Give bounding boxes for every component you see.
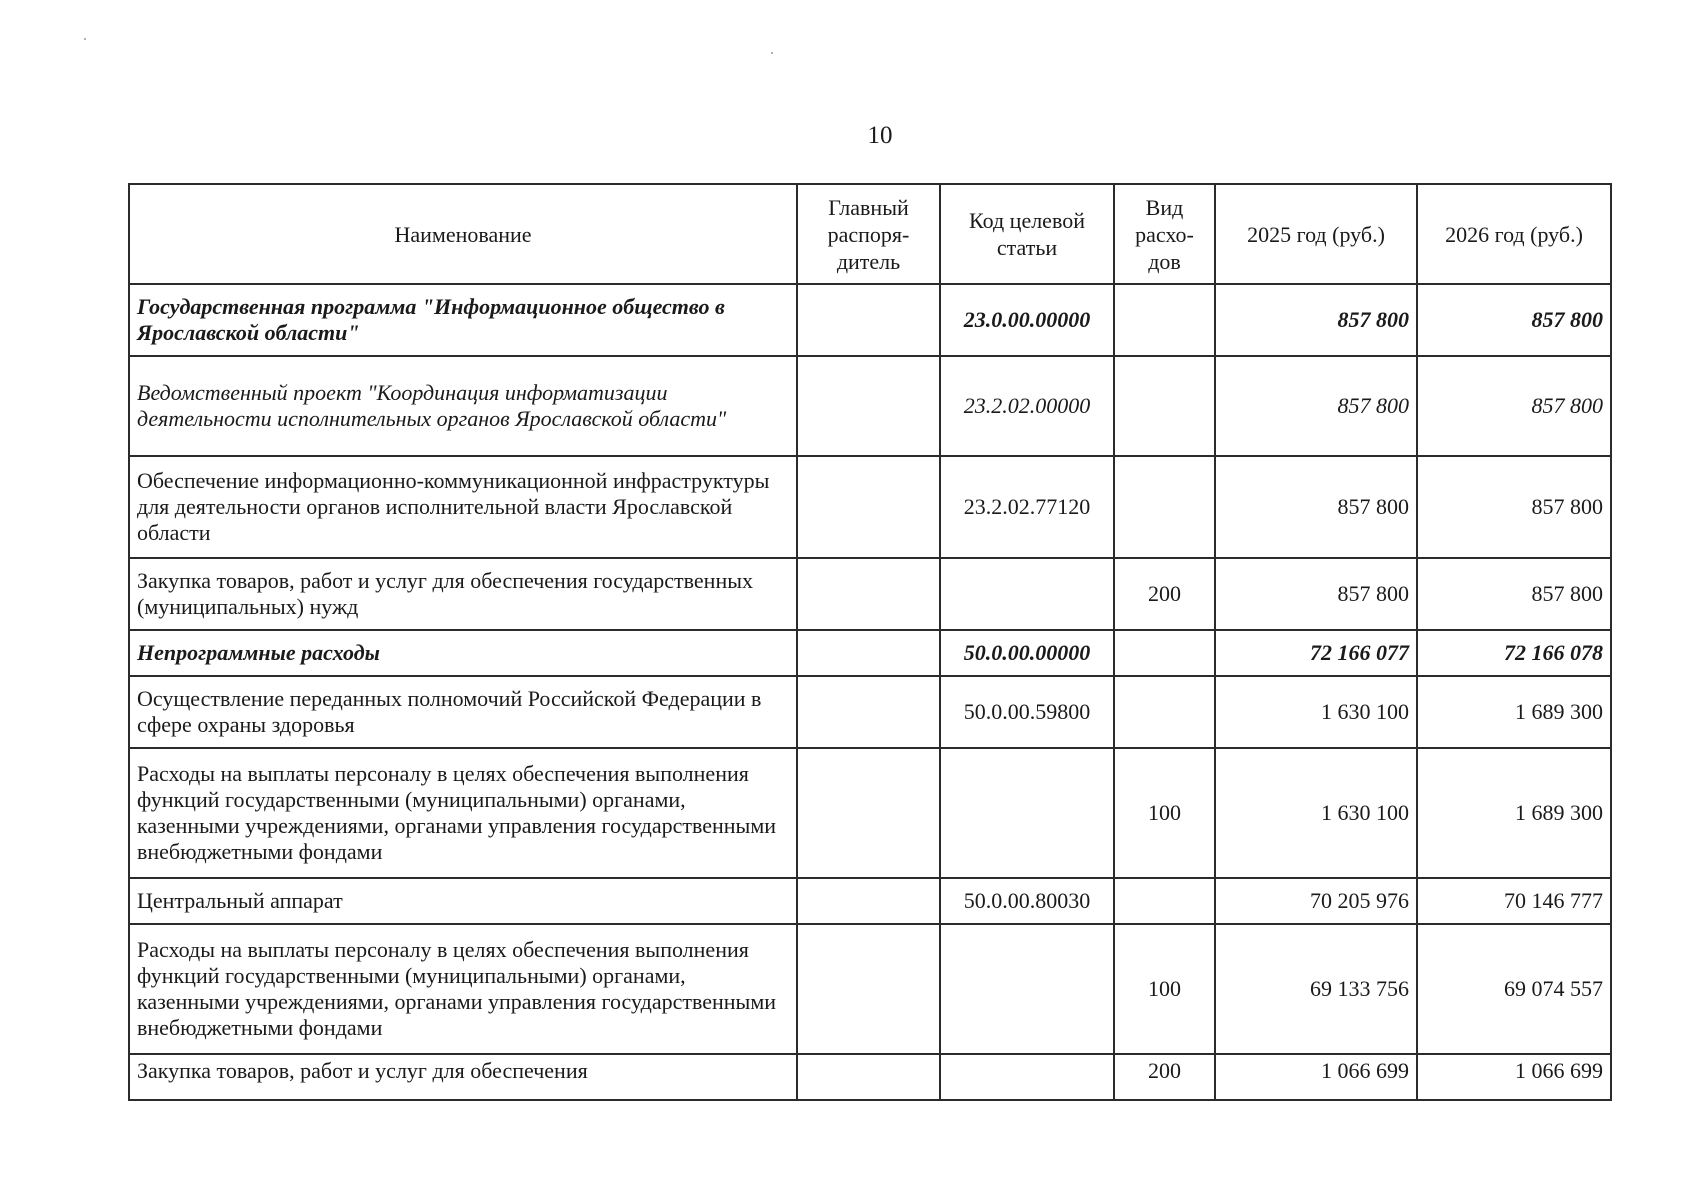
row-target-code [940,558,1114,630]
row-name: Государственная программа "Информационное общество в Ярославской области" [129,284,797,356]
header-manager: Главный распоря-дитель [797,184,940,284]
row-target-code [940,748,1114,878]
row-manager [797,356,940,456]
row-year-2026: 857 800 [1417,356,1611,456]
row-expense-type [1114,630,1215,676]
row-manager [797,924,940,1054]
row-target-code: 23.2.02.77120 [940,456,1114,558]
header-expense-type: Вид расхо-дов [1114,184,1215,284]
row-year-2026: 1 066 699 [1417,1054,1611,1100]
row-name: Осуществление переданных полномочий Российской Федерации в сфере охраны здоровья [129,676,797,748]
row-manager [797,1054,940,1100]
row-expense-type: 100 [1114,924,1215,1054]
row-year-2025: 69 133 756 [1215,924,1417,1054]
row-expense-type: 200 [1114,1054,1215,1100]
row-year-2026: 1 689 300 [1417,748,1611,878]
scan-speck [771,52,773,54]
row-expense-type [1114,456,1215,558]
row-year-2025: 70 205 976 [1215,878,1417,924]
row-target-code [940,1054,1114,1100]
row-year-2026: 69 074 557 [1417,924,1611,1054]
row-year-2025: 857 800 [1215,558,1417,630]
row-year-2026: 857 800 [1417,284,1611,356]
row-year-2025: 1 066 699 [1215,1054,1417,1100]
row-year-2025: 857 800 [1215,356,1417,456]
row-manager [797,676,940,748]
row-year-2026: 857 800 [1417,558,1611,630]
row-expense-type [1114,878,1215,924]
row-name: Ведомственный проект "Координация информатизации деятельности исполнительных органов Ярославской области" [129,356,797,456]
row-expense-type [1114,676,1215,748]
row-expense-type: 100 [1114,748,1215,878]
row-year-2025: 1 630 100 [1215,748,1417,878]
table-row [129,456,1611,558]
row-manager [797,558,940,630]
row-target-code [940,924,1114,1054]
row-year-2026: 857 800 [1417,456,1611,558]
table-row [129,878,1611,924]
row-target-code: 50.0.00.00000 [940,630,1114,676]
row-expense-type: 200 [1114,558,1215,630]
table-row [129,748,1611,878]
page-number: 10 [867,122,893,149]
header-name: Наименование [129,184,797,284]
table-row [129,356,1611,456]
row-manager [797,456,940,558]
row-name: Расходы на выплаты персоналу в целях обеспечения выполнения функций государственными (муниципальными) органами, казенными учреждениями, органами управления государственными внебюджетными фондами [129,924,797,1054]
row-target-code: 50.0.00.59800 [940,676,1114,748]
row-target-code: 23.2.02.00000 [940,356,1114,456]
row-manager [797,630,940,676]
row-year-2026: 70 146 777 [1417,878,1611,924]
row-name: Центральный аппарат [129,878,797,924]
row-expense-type [1114,356,1215,456]
row-manager [797,284,940,356]
row-manager [797,748,940,878]
header-target-code: Код целевой статьи [940,184,1114,284]
scan-speck [84,38,86,40]
row-name: Закупка товаров, работ и услуг для обеспечения [129,1054,797,1100]
row-name: Расходы на выплаты персоналу в целях обеспечения выполнения функций государственными (муниципальными) органами, казенными учреждениями, органами управления государственными внебюджетными фондами [129,748,797,878]
row-target-code: 50.0.00.80030 [940,878,1114,924]
table-row [129,558,1611,630]
row-name: Непрограммные расходы [129,630,797,676]
table-row [129,924,1611,1054]
table-row [129,630,1611,676]
row-name: Закупка товаров, работ и услуг для обеспечения государственных (муниципальных) нужд [129,558,797,630]
table-row [129,1054,1611,1100]
row-expense-type [1114,284,1215,356]
row-manager [797,878,940,924]
budget-table [128,183,1612,1101]
row-name: Обеспечение информационно-коммуникационной инфраструктуры для деятельности органов исполнительной власти Ярославской области [129,456,797,558]
header-year-2025: 2025 год (руб.) [1215,184,1417,284]
row-year-2025: 72 166 077 [1215,630,1417,676]
row-year-2025: 1 630 100 [1215,676,1417,748]
table-header-row [129,184,1611,284]
table-row [129,284,1611,356]
row-target-code: 23.0.00.00000 [940,284,1114,356]
row-year-2026: 1 689 300 [1417,676,1611,748]
row-year-2025: 857 800 [1215,456,1417,558]
row-year-2026: 72 166 078 [1417,630,1611,676]
header-year-2026: 2026 год (руб.) [1417,184,1611,284]
table-row [129,676,1611,748]
row-year-2025: 857 800 [1215,284,1417,356]
